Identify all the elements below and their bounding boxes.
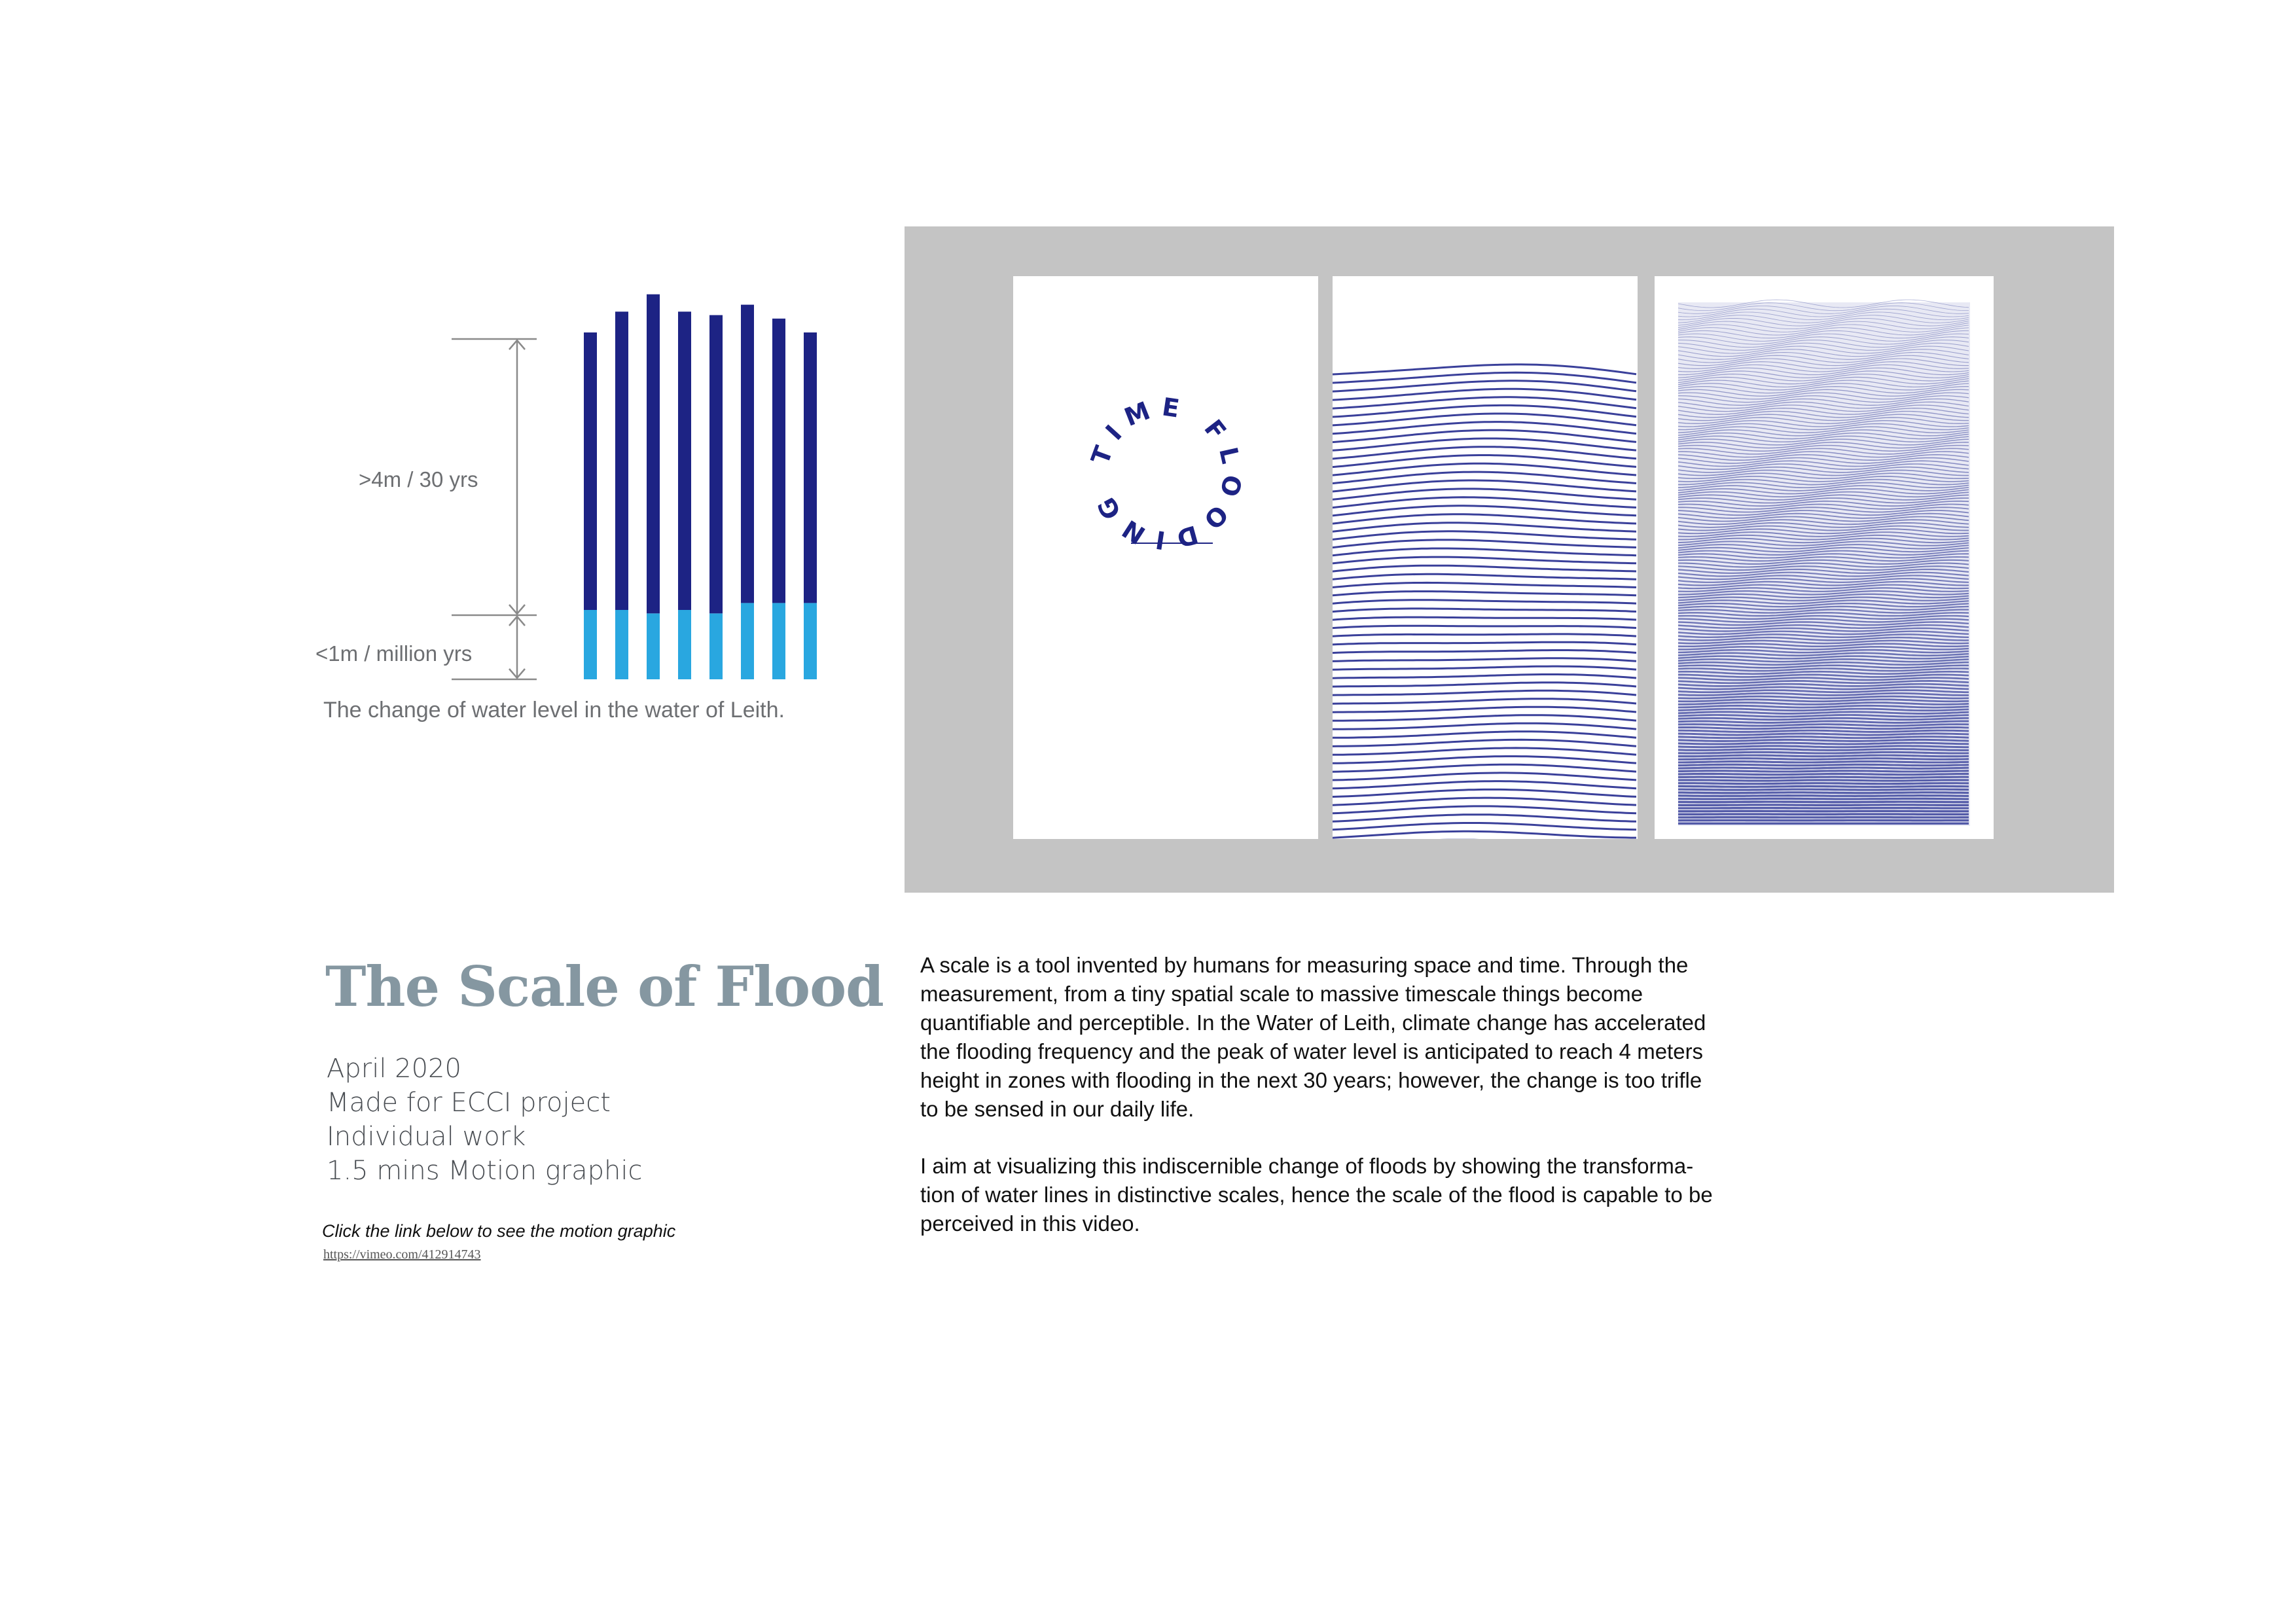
water-line <box>1333 397 1636 408</box>
water-line <box>1333 565 1636 571</box>
water-line <box>1333 548 1636 556</box>
chart-annotation <box>452 339 537 679</box>
water-level-chart <box>432 288 851 720</box>
bar-lower-segment <box>615 610 628 679</box>
bar-upper-segment <box>647 294 660 614</box>
water-line <box>1333 798 1636 805</box>
moire-line <box>1678 780 1969 781</box>
water-line <box>1333 430 1636 442</box>
water-line <box>1333 748 1636 755</box>
water-line <box>1333 455 1636 467</box>
moire-line <box>1678 758 1969 760</box>
paragraph-line: height in zones with flooding in the next 30 years; however, the change is too trifle <box>920 1068 1702 1092</box>
meta-date: April 2020 <box>327 1054 461 1084</box>
water-line <box>1333 447 1636 459</box>
moire-line <box>1678 774 1969 775</box>
water-line <box>1333 781 1636 789</box>
water-line <box>1333 815 1636 822</box>
water-lines-graphic <box>1333 276 1638 839</box>
water-line <box>1333 806 1636 813</box>
moire-line <box>1678 755 1969 757</box>
moire-line <box>1678 752 1969 753</box>
moire-line <box>1678 786 1969 787</box>
paragraph-line: perceived in this video. <box>920 1211 1140 1236</box>
water-line <box>1333 626 1636 628</box>
water-line <box>1333 658 1636 662</box>
water-line <box>1333 740 1636 746</box>
time-flooding-logo <box>1013 276 1318 839</box>
bar-lower-segment <box>804 603 817 679</box>
card-time-flooding <box>1013 276 1318 839</box>
water-line <box>1333 690 1636 695</box>
water-line <box>1333 831 1636 838</box>
upper-annotation-label: >4m / 30 yrs <box>359 467 478 491</box>
description-paragraph-2 <box>920 1152 1719 1238</box>
circular-title: TIME FLOODING <box>1085 392 1247 556</box>
water-line <box>1333 523 1636 532</box>
vimeo-link[interactable]: https://vimeo.com/412914743 <box>323 1247 481 1262</box>
moire-line <box>1678 771 1969 772</box>
bar-upper-segment <box>584 332 597 610</box>
bar-lower-segment <box>584 610 597 679</box>
water-line <box>1333 582 1636 587</box>
description-paragraph-1 <box>920 951 1719 1124</box>
moire-line <box>1678 798 1969 799</box>
bar-lower-segment <box>772 603 785 679</box>
water-line <box>1333 574 1636 579</box>
card-water-moire <box>1655 276 1994 839</box>
bar-lower-segment <box>709 613 723 679</box>
water-line <box>1333 405 1636 417</box>
paragraph-line: to be sensed in our daily life. <box>920 1097 1194 1121</box>
water-line <box>1333 592 1636 596</box>
water-line <box>1333 609 1636 612</box>
water-line <box>1333 531 1636 540</box>
water-line <box>1333 707 1636 712</box>
meta-type: Individual work <box>327 1122 526 1152</box>
paragraph-line: tion of water lines in distinctive scales, hence the scale of the flood is capable to be <box>920 1183 1713 1207</box>
water-line <box>1333 651 1636 653</box>
moire-line <box>1678 749 1969 751</box>
link-note: Click the link below to see the motion graphic <box>322 1221 676 1241</box>
bar-upper-segment <box>678 312 691 610</box>
bar-lower-segment <box>678 610 691 679</box>
water-line <box>1333 699 1636 704</box>
water-line <box>1333 642 1636 645</box>
meta-client: Made for ECCI project <box>327 1088 611 1118</box>
water-line <box>1333 634 1636 636</box>
water-line <box>1333 600 1636 603</box>
water-line <box>1333 514 1636 524</box>
water-line <box>1333 773 1636 780</box>
water-line <box>1333 540 1636 548</box>
water-line <box>1333 723 1636 729</box>
water-line <box>1333 823 1636 830</box>
water-line <box>1333 557 1636 563</box>
water-line <box>1333 789 1636 796</box>
bar-upper-segment <box>772 319 785 603</box>
water-line <box>1333 675 1636 679</box>
chart-caption: The change of water level in the water of Leith. <box>323 698 785 722</box>
water-line <box>1333 764 1636 772</box>
moire-line <box>1678 764 1969 765</box>
paragraph-line: the flooding frequency and the peak of water level is anticipated to reach 4 meters <box>920 1039 1704 1063</box>
moire-line <box>1678 789 1969 790</box>
moire-line <box>1678 783 1969 784</box>
water-line <box>1333 715 1636 721</box>
paragraph-line: quantifiable and perceptible. In the Water of Leith, climate change has accelerated <box>920 1010 1706 1035</box>
water-line <box>1333 666 1636 669</box>
water-line <box>1333 472 1636 484</box>
bar-upper-segment <box>741 305 754 603</box>
water-line <box>1333 463 1636 475</box>
moire-line <box>1678 746 1969 747</box>
paragraph-line: A scale is a tool invented by humans for measuring space and time. Through the <box>920 953 1689 977</box>
bar-upper-segment <box>615 312 628 610</box>
bar-lower-segment <box>647 613 660 679</box>
water-line <box>1333 683 1636 687</box>
water-line <box>1333 414 1636 425</box>
bar-upper-segment <box>804 332 817 603</box>
visual-panel <box>905 226 2114 893</box>
paragraph-line: measurement, from a tiny spatial scale to massive timescale things become <box>920 982 1643 1006</box>
water-line <box>1333 438 1636 450</box>
bar-lower-segment <box>741 603 754 679</box>
water-moire-graphic <box>1655 276 1994 839</box>
card-water-lines <box>1333 276 1638 839</box>
lower-annotation-label: <1m / million yrs <box>315 641 473 666</box>
project-title: The Scale of Flood <box>325 954 884 1019</box>
paragraph-line: I aim at visualizing this indiscernible change of floods by showing the transforma- <box>920 1154 1694 1178</box>
water-line <box>1333 422 1636 434</box>
water-line <box>1333 617 1636 620</box>
water-line <box>1333 732 1636 738</box>
bars-group <box>584 294 817 679</box>
meta-format: 1.5 mins Motion graphic <box>327 1156 643 1186</box>
bar-upper-segment <box>709 315 723 614</box>
water-line <box>1333 757 1636 764</box>
